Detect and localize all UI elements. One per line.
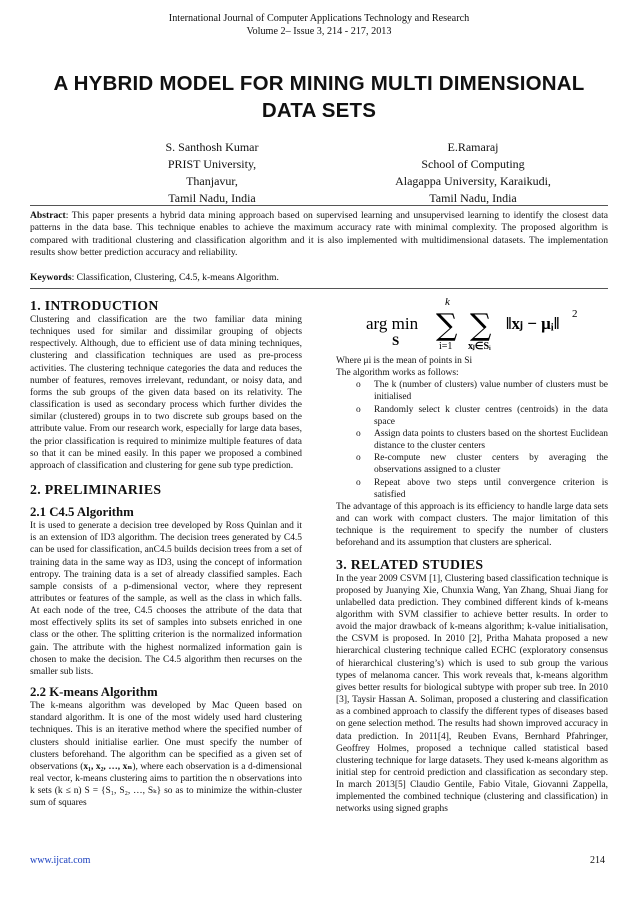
- section-paragraph: [30, 700, 302, 809]
- algorithm-step: o Assign data points to clusters based on the shortest Euclidean distance to the cluster centers: [356, 428, 608, 452]
- formula-sub: S: [392, 333, 400, 348]
- left-column: [30, 297, 302, 809]
- subsection-heading: 2.1 C4.5 Algorithm: [30, 505, 134, 520]
- bullet-icon: o: [356, 477, 361, 488]
- bullet-icon: o: [356, 404, 361, 415]
- algorithm-intro: The algorithm works as follows:: [336, 368, 459, 379]
- observation-vectors: x₁, x₂, …, xₙ: [83, 761, 133, 772]
- algorithm-step: o Re-compute new cluster centers by averaging the observations assigned to a cluster: [356, 453, 608, 476]
- section-paragraph: In the year 2009 CSVM [1], Clustering based classification technique is proposed by Juanying Xie, Chunxia Wang, Yan Zhang, Shuai Jiang for unlabelled data prediction. They combined different kinds of k-means algorithm with SVM classifier to achieve better results. In order to avoid the major drawback of k-means algorithm; k-value initialisation, the CSVM is proposed. In 2010 [2], Pritha Mahata proposed a new hierarchical clustering technique called ECHC (exploratory consensus of hierarchical clustering’s) which is used to sub group the various types of melanoma cancer. This work reveals that, k-means algorithm gives better results for biological subtype with proper sub tree. In 2010 [3], Taysir Hassan A. Soliman, proposed a clustering and classification as a combined approach to classify the different types of diseases based on gene selection method. The results had shown improved accuracy in data prediction. In 2011[4], Reuben Evans, Bernhard Pfahringer, Geoffrey Holmes, proposed a technique called statistical based clustering technique for large datasets. They used k-means algorithm as initial step for centroid prediction and classification as secondary step. In march 2013[5] Claudio Gentile, Fabio Vitale, Giovanni Zappella, implemented the combined technique (clustering and classification) in networks using signed graphs: [336, 573, 608, 815]
- keywords-text: : Classification, Clustering, C4.5, k-means Algorithm.: [71, 272, 279, 283]
- divider: [30, 288, 608, 289]
- paragraph-text: The k-means algorithm was developed by Mac Queen based on standard algorithm. It is one of the most widely used hard clustering techniques. This is an iterative method where the specified number of clusters should initialise earlier. One must specify the number of clusters beforehand. The algorithm can be specified as a given set of observations (: [30, 701, 302, 772]
- formula-lower-1: i=1: [439, 341, 453, 352]
- author-name: S. Santhosh Kumar: [165, 140, 259, 154]
- formula-graphic: [366, 297, 586, 353]
- formula-explanation: Where μi is the mean of points in Si: [336, 356, 473, 366]
- algorithm-step: o Repeat above two steps until convergence criterion is satisfied: [356, 477, 608, 500]
- keywords: [30, 272, 608, 284]
- abstract-text: : This paper presents a hybrid data mining approach based on supervised learning and unsupervised learning to identify the closest data patterns in the data base. This technique enables to achieve the maximum accuracy rate with minimal complexity. The proposed algorithm is compared with traditional clustering and classification algorithm and it is also implemented with multidimensional datasets. The implementation results show better prediction accuracy and reliability.: [30, 210, 608, 259]
- formula-upper: k: [445, 297, 450, 308]
- algorithm-steps: [336, 379, 608, 501]
- author-university: Alagappa University, Karaikudi,: [395, 174, 551, 188]
- kmeans-objective-formula: [336, 297, 608, 353]
- author-affiliation: School of Computing: [421, 157, 525, 171]
- journal-header: [0, 12, 638, 38]
- section-heading: 1. INTRODUCTION: [30, 298, 159, 313]
- journal-name: International Journal of Computer Applications Technology and Research: [168, 13, 470, 24]
- keywords-label: Keywords: [30, 272, 72, 283]
- journal-volume: Volume 2– Issue 3, 214 - 217, 2013: [246, 26, 392, 37]
- section-paragraph: It is used to generate a decision tree developed by Ross Quinlan and it is an extension of ID3 algorithm. The decision trees generated by C4.5 can be used for classification, anC4.5 builds decision trees from a set of training data in the same way as ID3, using the concept of information entropy. The training data is a set of already classified samples. Each sample consists of a p-dimensional vector, where they represent attributes or features of the sample, as well as the class in which falls. At each node of the tree, C4.5 chooses the attribute of the data that most effectively splits its set of samples into subsets enriched in one class or the other. The splitting criterion is the normalized information gain. The attribute with the highest normalized information gain is chosen to make the decision. The C4.5 algorithm then recurses on the smaller sub lists.: [30, 521, 302, 677]
- formula-lower-2: xⱼ∈Sᵢ: [468, 341, 491, 352]
- algorithm-step: o The k (number of clusters) value number of clusters must be initialised: [356, 380, 608, 403]
- right-column: [336, 297, 608, 816]
- author-city: Thanjavur,: [186, 174, 238, 188]
- paragraph-text: ), where each observation is a d-dimensional real vector, k-means clustering aims to partition the n observations into k sets (k ≤ n) S = {S₁, S₂, …, Sₖ} so as to minimize the within-cluster sum of squares: [30, 761, 302, 809]
- author-name: E.Ramaraj: [447, 140, 499, 154]
- author-country: Tamil Nadu, India: [429, 191, 517, 205]
- section-heading: 3. RELATED STUDIES: [336, 556, 484, 572]
- paper-title: A HYBRID MODEL FOR MINING MULTI DIMENSIONAL DATA SETS: [53, 72, 585, 122]
- abstract-label: Abstract: [30, 210, 66, 221]
- section-heading: 2. PRELIMINARIES: [30, 482, 162, 498]
- formula-argmin: arg min: [366, 314, 419, 333]
- author-block-1: [112, 139, 312, 207]
- author-country: Tamil Nadu, India: [168, 191, 256, 205]
- bullet-icon: o: [356, 428, 361, 439]
- formula-power: 2: [572, 308, 578, 320]
- section-paragraph: The advantage of this approach is its efficiency to handle large data sets and can work with compact clusters. The major limitation of this technique is the requirement to specify the number of clusters beforehand and its assumption that clusters are spherical.: [336, 501, 608, 549]
- author-affiliation: PRIST University,: [167, 157, 257, 171]
- footer-url-link[interactable]: www.ijcat.com: [30, 855, 91, 866]
- sum-symbol: ∑: [436, 308, 458, 343]
- bullet-icon: o: [356, 453, 361, 464]
- algorithm-step: o Randomly select k cluster centres (centroids) in the data space: [356, 404, 608, 427]
- page-number: 214: [590, 855, 605, 866]
- sum-symbol: ∑: [470, 308, 492, 343]
- formula-body: ‖xⱼ − μᵢ‖: [506, 314, 560, 333]
- author-block-2: [358, 139, 588, 207]
- bullet-icon: o: [356, 380, 361, 391]
- divider: [30, 205, 608, 206]
- abstract: [30, 210, 608, 260]
- subsection-heading: 2.2 K-means Algorithm: [30, 685, 158, 700]
- section-paragraph: Clustering and classification are the two familiar data mining techniques used for similar and dissimilar grouping of objects respectively. Although, due to efficient use of data mining techniques, clustering and classification techniques are used as pre-process activities. The clustering technique categories the data and reduces the number of features, removes irrelevant, redundant, or noisy data, and forms the sub groups of the given data based on its relativity. The classification is used as secondary process which further divides the similar (clustered) groups in to two discrete sub groups based on the attribute value. From our research work, especially for large data bases, the prior classification is required to minimize multiple features of data so that it can be mined easily. In this paper we proposed a combined approach of classification and clustering for gene sub type prediction.: [30, 315, 302, 471]
